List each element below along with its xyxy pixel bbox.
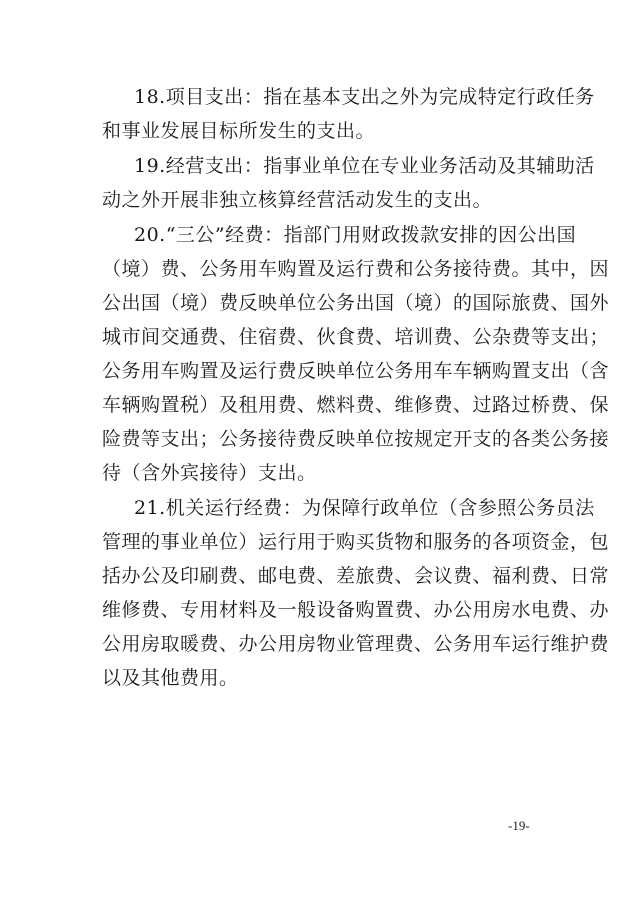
page-number: -19-: [508, 818, 530, 833]
text-line: 括办公及印刷费、邮电费、差旅费、会议费、福利费、日常: [102, 565, 610, 587]
text-line: 18.项目支出：指在基本支出之外为完成特定行政任务: [134, 86, 595, 108]
text-line: 21.机关运行经费：为保障行政单位（含参照公务员法: [134, 497, 595, 519]
text-line: 19.经营支出：指事业单位在专业业务活动及其辅助活: [134, 155, 595, 177]
text-line: 动之外开展非独立核算经营活动发生的支出。: [102, 189, 493, 211]
text-line: 车辆购置税）及租用费、燃料费、维修费、过路过桥费、保: [102, 394, 610, 416]
text-line: （境）费、公务用车购置及运行费和公务接待费。其中，因: [102, 258, 610, 280]
text-line: 待（含外宾接待）支出。: [102, 462, 317, 484]
text-line: 险费等支出；公务接待费反映单位按规定开支的各类公务接: [102, 428, 610, 450]
text-line: 管理的事业单位）运行用于购买货物和服务的各项资金，包: [102, 531, 610, 553]
text-line: 城市间交通费、住宿费、伙食费、培训费、公杂费等支出；: [102, 326, 610, 348]
text-line: 公用房取暖费、办公用房物业管理费、公务用车运行维护费: [102, 633, 610, 655]
text-line: 20.“三公”经费：指部门用财政拨款安排的因公出国: [134, 224, 577, 246]
text-line: 维修费、专用材料及一般设备购置费、办公用房水电费、办: [102, 599, 610, 621]
text-line: 和事业发展目标所发生的支出。: [102, 120, 376, 142]
text-line: 公出国（境）费反映单位公务出国（境）的国际旅费、国外: [102, 292, 610, 314]
text-line: 以及其他费用。: [102, 667, 239, 689]
text-line: 公务用车购置及运行费反映单位公务用车车辆购置支出（含: [102, 360, 610, 382]
